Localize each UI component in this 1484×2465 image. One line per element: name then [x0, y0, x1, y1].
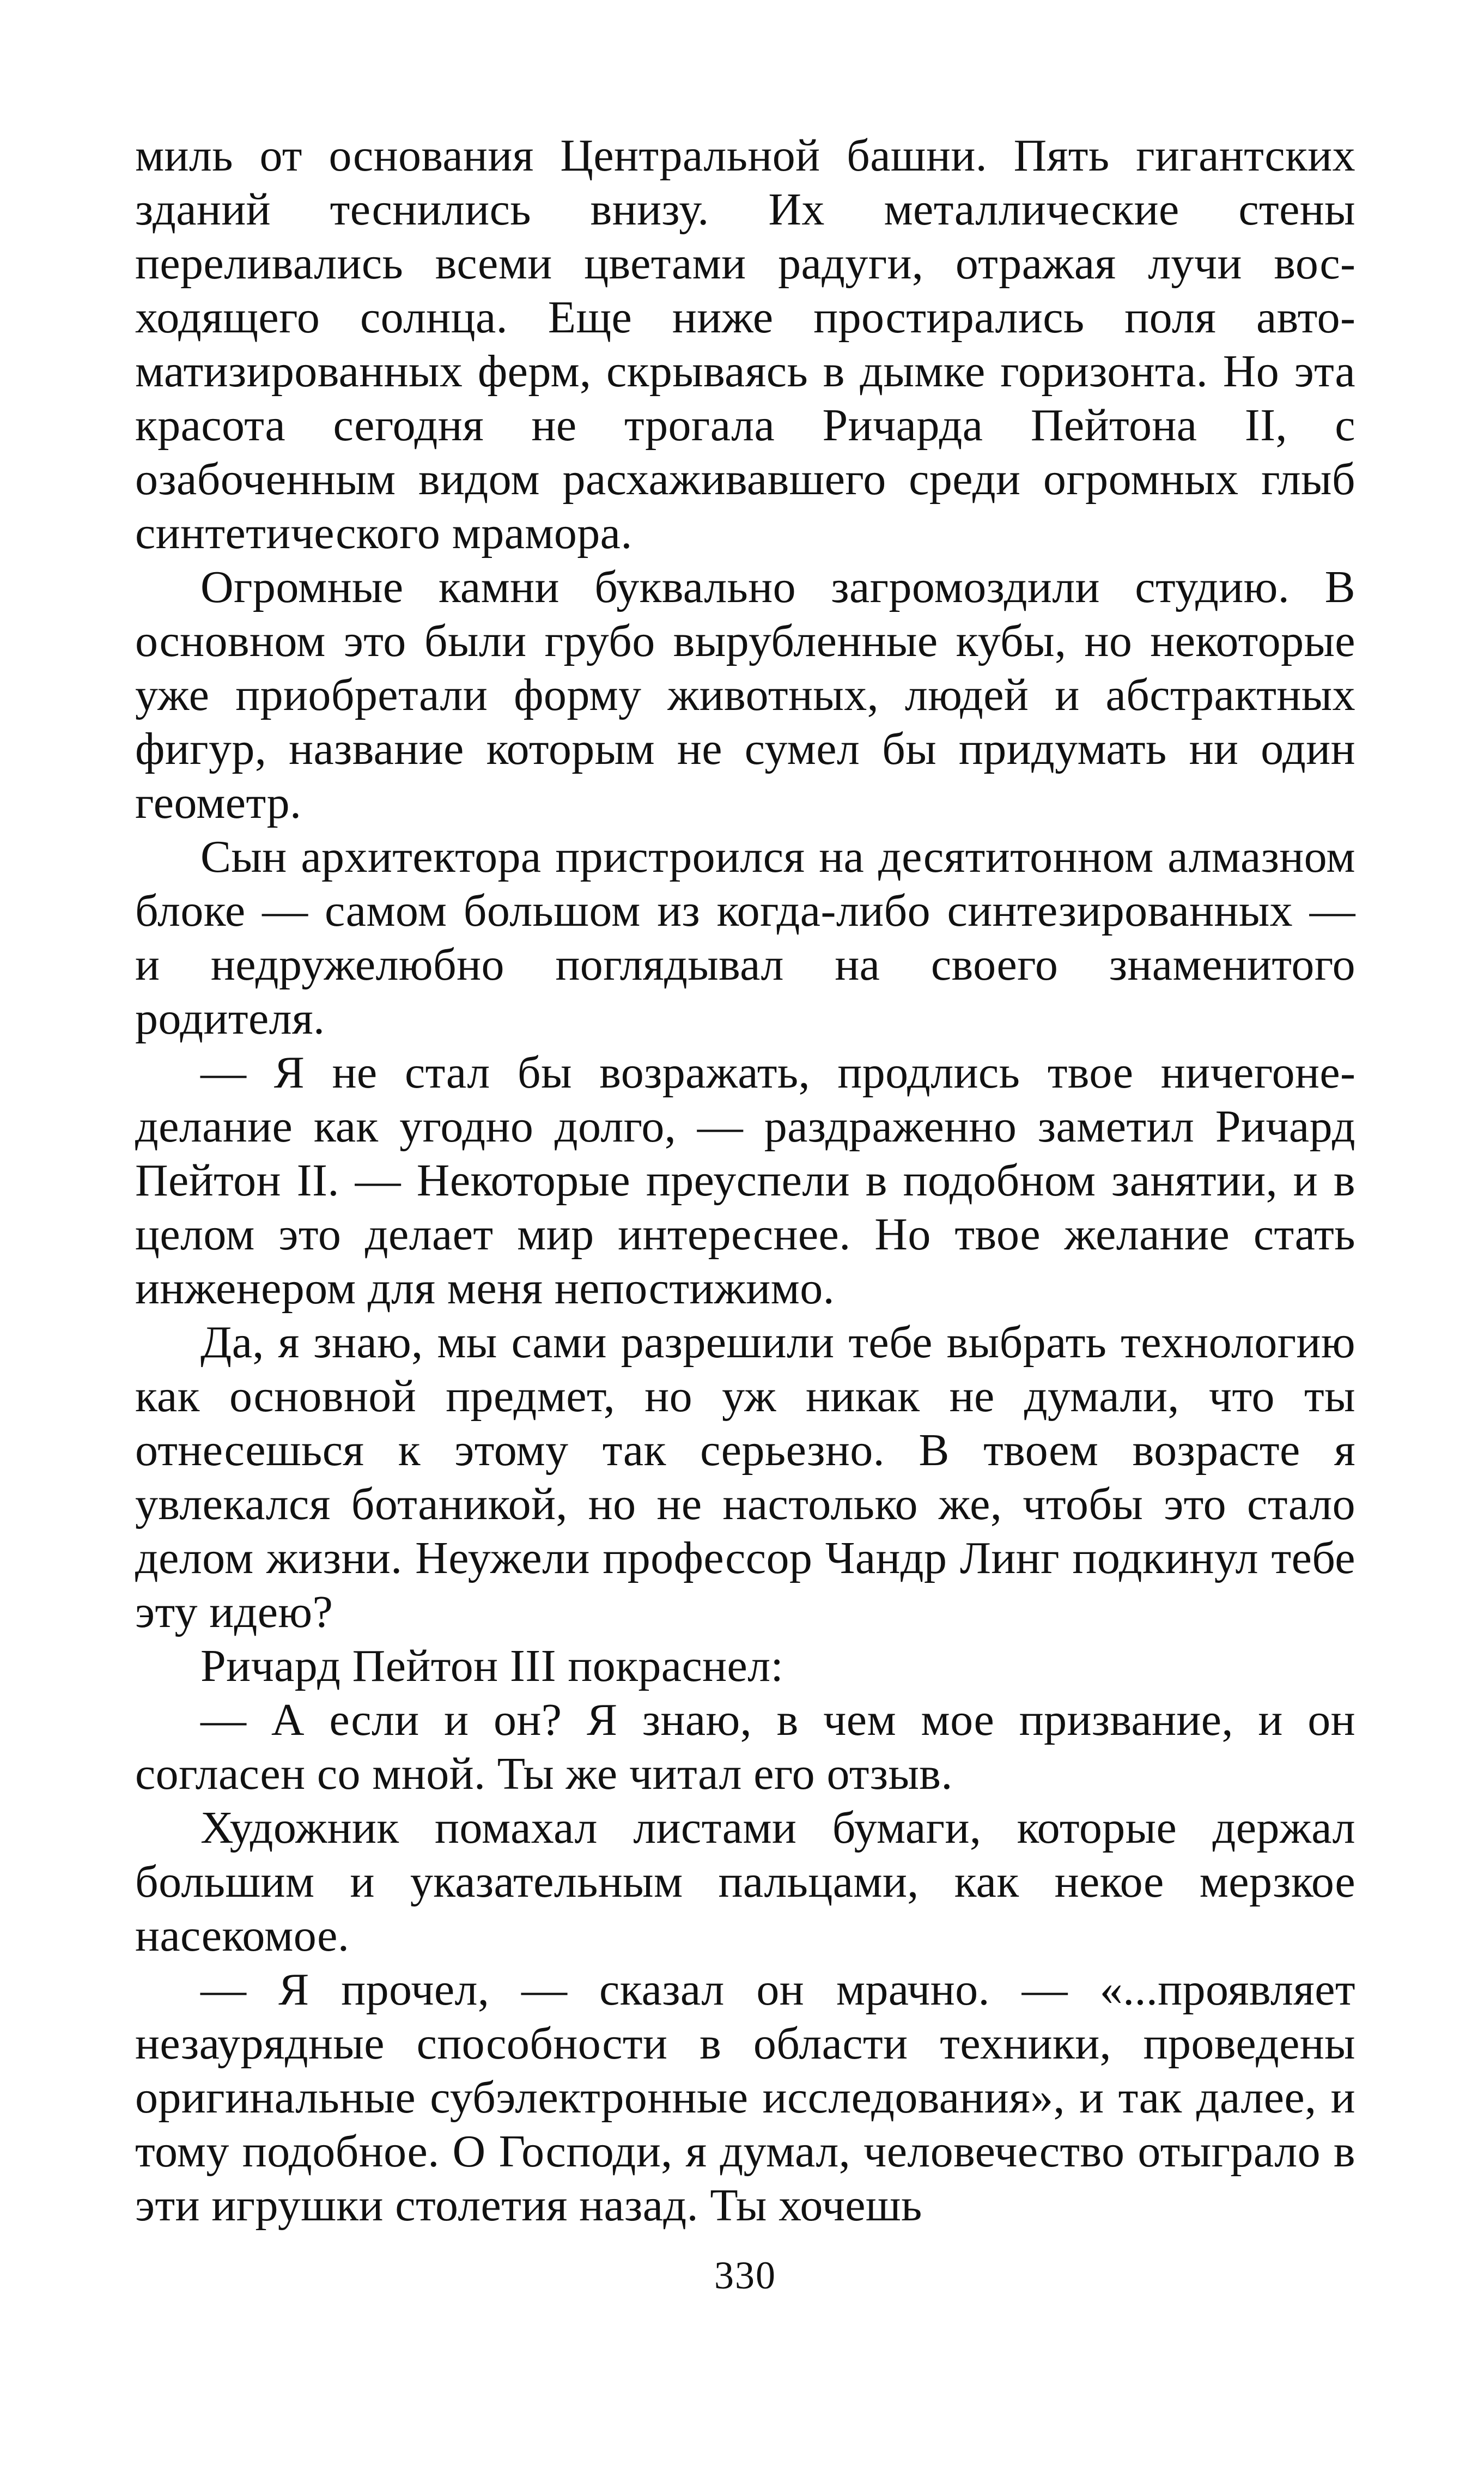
paragraph-6: Ричард Пейтон III покраснел: — [200, 1641, 784, 1691]
paragraph-1: миль от основания Центральной башни. Пять гигантских зданий теснились внизу. Их металлические стены переливались всеми цветами радуги, отражая лучи восходящего солнца. Еще ниже простирались поля автоматизированных ферм, скрываясь в дымке горизонта. Но эта красота сегодня не трогала Ричарда Пейтона II, с озабоченным видом расхаживавшего среди огромных глыб синтетического мрамора. — [135, 130, 1355, 558]
paragraph-5: Да, я знаю, мы сами разрешили тебе выбрать технологию как основной предмет, но уж никак не думали, что ты отнесешься к этому так серьезно. В твоем возрасте я увлекался ботаникой, но не настолько же, чтобы это стало делом жизни. Неужели профессор Чандр Линг подкинул тебе эту идею? — [135, 1317, 1355, 1637]
paragraph-3: Сын архитектора пристроился на десятитонном алмазном блоке — самом большом из когда-либо синтезированных — и недружелюбно поглядывал на своего знаменитого родителя. — [135, 831, 1355, 1044]
body-text — [135, 129, 1355, 2232]
paragraph-2: Огромные камни буквально загромоздили студию. В основном это были грубо вырубленные кубы, но некоторые уже приобретали форму животных, людей и абстрактных фигур, название которым не сумел бы придумать ни один геометр. — [135, 562, 1355, 828]
book-page — [135, 129, 1355, 2450]
page-number: 330 — [714, 2254, 776, 2297]
paragraph-8: Художник помахал листами бумаги, которые держал большим и указательным пальцами, как некое мерзкое насекомое. — [135, 1802, 1355, 1961]
paragraph-9: — Я прочел, — сказал он мрачно. — «...проявляет незаурядные способности в области техники, проведены оригинальные субэлектронные исследования», и так далее, и тому подобное. О Господи, я думал, человечество отыграло в эти игрушки столетия назад. Ты хочешь — [135, 1964, 1355, 2231]
paragraph-7: — А если и он? Я знаю, в чем мое призвание, и он согласен со мной. Ты же читал его отзыв. — [135, 1695, 1355, 1799]
paragraph-4: — Я не стал бы возражать, продлись твое ничегонеделание как угодно долго, — раздраженно заметил Ричард Пейтон II. — Некоторые преуспели в подобном занятии, и в целом это делает мир интереснее. Но твое желание стать инженером для меня непостижимо. — [135, 1047, 1355, 1314]
